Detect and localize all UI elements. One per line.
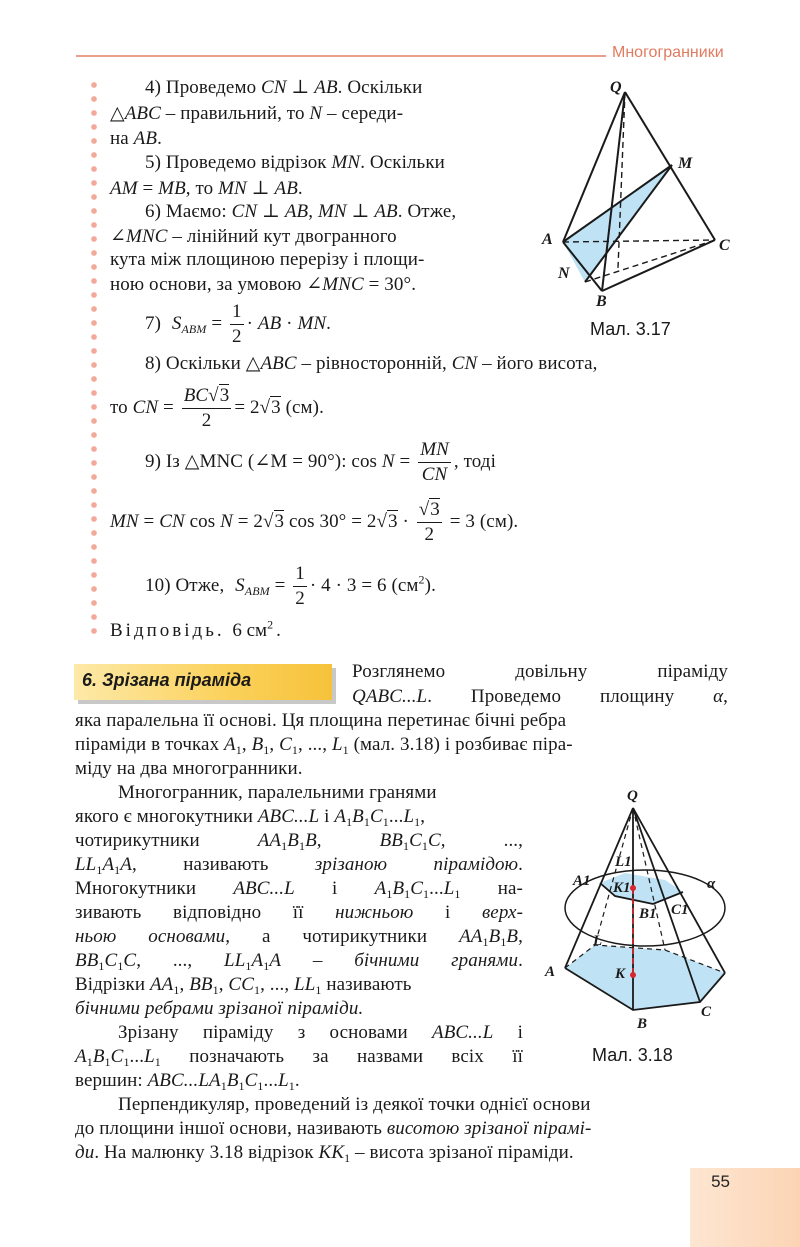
section-p1-line-4: піраміди в точках $A_1$, $B_1$, $C_1$, ..., $L_1$ (мал. 3.18) і розбиває пірa- bbox=[75, 734, 573, 757]
section-p2-line-7: ньою основами, а чотирикутники $AA_1B_1B$, bbox=[75, 926, 523, 949]
step-4-line-2: △ABC – правильний, то N – середи- bbox=[110, 103, 404, 124]
step-5-line-2: AM = MB, то MN ⊥ AB. bbox=[110, 178, 303, 199]
step-9-formula: 9) Із △MNC (∠M = 90°): cos N = $\frac{MN}{CN}$ , тоді bbox=[145, 439, 496, 485]
step-6-line-2: ∠MNC – лінійний кут двогранного bbox=[110, 226, 397, 247]
step-8-formula: то CN = $\frac{BC√3}{2}$ = 2√3 (см). bbox=[110, 385, 324, 431]
step-6-line-1: 6) Маємо: CN ⊥ AB, MN ⊥ AB. Отже, bbox=[145, 201, 457, 222]
fig317-label-m: M bbox=[678, 155, 693, 172]
step-7-formula: 7) $S_{ABM}$ = $\frac{1}{2}$ · AB · MN. bbox=[145, 301, 331, 347]
section-p3-line-2: $A_1B_1C_1...L_1$ позначають за назвами всіх її bbox=[75, 1046, 523, 1069]
section-p2-line-10: бічними ребрами зрізаної піраміди. bbox=[75, 998, 364, 1019]
figure-3-17-caption: Мал. 3.17 bbox=[590, 319, 671, 339]
fig318-label-alpha: α bbox=[707, 876, 716, 892]
step-5-line-1: 5) Проведемо відрізок MN. Оскільки bbox=[145, 152, 445, 173]
step-9-suffix: , тоді bbox=[453, 450, 496, 472]
figure-3-17 bbox=[530, 78, 740, 318]
section-p1-line-2: QABC...L. Проведемо площину α, bbox=[352, 686, 728, 707]
section-p2-line-4: $LL_1A_1A$, називають зрізаною пірамідою. bbox=[75, 854, 523, 877]
section-p2-line-9: Відрізки $AA_1$, $BB_1$, $CC_1$, ..., $LL_1$ називають bbox=[75, 974, 412, 997]
fig317-label-n: N bbox=[558, 265, 570, 282]
fig318-label-b: B bbox=[637, 1016, 648, 1030]
page-number-block bbox=[690, 1168, 800, 1247]
step-6-line-4: ною основи, за умовою ∠MNC = 30°. bbox=[110, 274, 417, 295]
decorative-dot-column bbox=[90, 78, 98, 638]
step-8-units: (см). bbox=[285, 396, 324, 418]
fig318-label-k: K bbox=[615, 966, 626, 982]
step-9-units: (см). bbox=[479, 510, 519, 532]
step-9-calculation: MN = CN cos N = 2√3 cos 30° = 2√3 · $\frac{√3}{2}$ = 3 (см). bbox=[110, 499, 519, 545]
fig318-label-c: C bbox=[701, 1004, 712, 1020]
section-title: 6. Зрізана піраміда bbox=[82, 670, 252, 690]
step-8-prefix: то bbox=[110, 396, 128, 418]
fig318-label-q: Q bbox=[627, 788, 638, 804]
fig317-label-c: C bbox=[719, 237, 730, 254]
section-p2-line-2: якого є многокутники ABC...L і $A_1B_1C_1...L_1$, bbox=[75, 806, 426, 829]
step-8-line-1: 8) Оскільки △ABC – рівносторонній, CN – його висота, bbox=[145, 353, 598, 374]
header-rule bbox=[76, 55, 606, 57]
fig318-label-a: A bbox=[545, 964, 556, 980]
answer-label: Відповідь. bbox=[110, 620, 225, 641]
section-p2-line-1: Многогранник, паралельними гранями bbox=[118, 782, 437, 803]
fig317-label-a: A bbox=[542, 231, 553, 248]
chapter-title: Многогранники bbox=[612, 44, 724, 61]
section-p3-line-3: вершин: $ABC...LA_1B_1C_1...L_1$. bbox=[75, 1070, 300, 1093]
section-p1-line-3: яка паралельна її основі. Ця площина перетинає бічні ребра bbox=[75, 710, 567, 731]
step-4-line-3: на AB. bbox=[110, 128, 162, 149]
fig318-label-b1: B1 bbox=[639, 906, 657, 922]
step-7-label: 7) bbox=[145, 312, 162, 334]
point-k bbox=[630, 972, 636, 978]
section-p2-line-5: Многокутники ABC...L і $A_1B_1C_1...L_1$ на- bbox=[75, 878, 523, 901]
point-k1 bbox=[630, 885, 636, 891]
fig317-label-q: Q bbox=[610, 79, 622, 96]
section-p2-line-6: зивають відповідно її нижньою і верх- bbox=[75, 902, 523, 923]
section-p3-line-1: Зрізану піраміду з основами ABC...L і bbox=[118, 1022, 523, 1043]
fig318-label-k1: K1 bbox=[613, 880, 631, 896]
section-p1-line-1: Розглянемо довільну піраміду bbox=[352, 661, 728, 682]
section-p1-line-5: міду на два многогранники. bbox=[75, 758, 303, 779]
figure-3-18-caption: Мал. 3.18 bbox=[592, 1045, 673, 1065]
section-heading bbox=[74, 664, 332, 700]
fig318-label-a1: A1 bbox=[573, 873, 591, 889]
page-number: 55 bbox=[711, 1172, 730, 1191]
figure-3-18 bbox=[535, 780, 745, 1030]
section-p4-line-2: до площини іншої основи, називають висотою зрізаної пірамі- bbox=[75, 1118, 592, 1139]
step-9-prefix: 9) Із △MNC (∠M = 90°): bbox=[145, 450, 347, 472]
fig318-label-c1: C1 bbox=[671, 902, 689, 918]
section-p2-line-3: чотирикутники $AA_1B_1B$, $BB_1C_1C$, ..., bbox=[75, 830, 523, 853]
section-p2-line-8: $BB_1C_1C$, ..., $LL_1A_1A$ – бічними гранями. bbox=[75, 950, 523, 973]
answer-value: 6 см bbox=[232, 620, 268, 641]
section-p4-line-3: ди. На малюнку 3.18 відрізок $KK_1$ – висота зрізаної піраміди. bbox=[75, 1142, 574, 1165]
fig318-label-l: L bbox=[593, 933, 603, 949]
step-10-formula: 10) Отже, $S_{ABM}$ = $\frac{1}{2}$ · 4 · 3 = 6 $(см^2)$. bbox=[145, 563, 436, 609]
fig318-label-l1: L1 bbox=[615, 854, 632, 870]
step-10-prefix: 10) Отже, bbox=[145, 574, 225, 596]
answer: Відповідь. 6 $см^2$. bbox=[110, 617, 284, 641]
section-p4-line-1: Перпендикуляр, проведений із деякої точки однієї основи bbox=[118, 1094, 591, 1115]
step-6-line-3: кута між площиною перерізу і площи- bbox=[110, 249, 425, 270]
fig317-label-b: B bbox=[596, 293, 607, 310]
step-4-line-1: 4) Проведемо CN ⊥ AB. Оскільки bbox=[145, 77, 423, 98]
step-10-units: (см bbox=[391, 574, 419, 596]
